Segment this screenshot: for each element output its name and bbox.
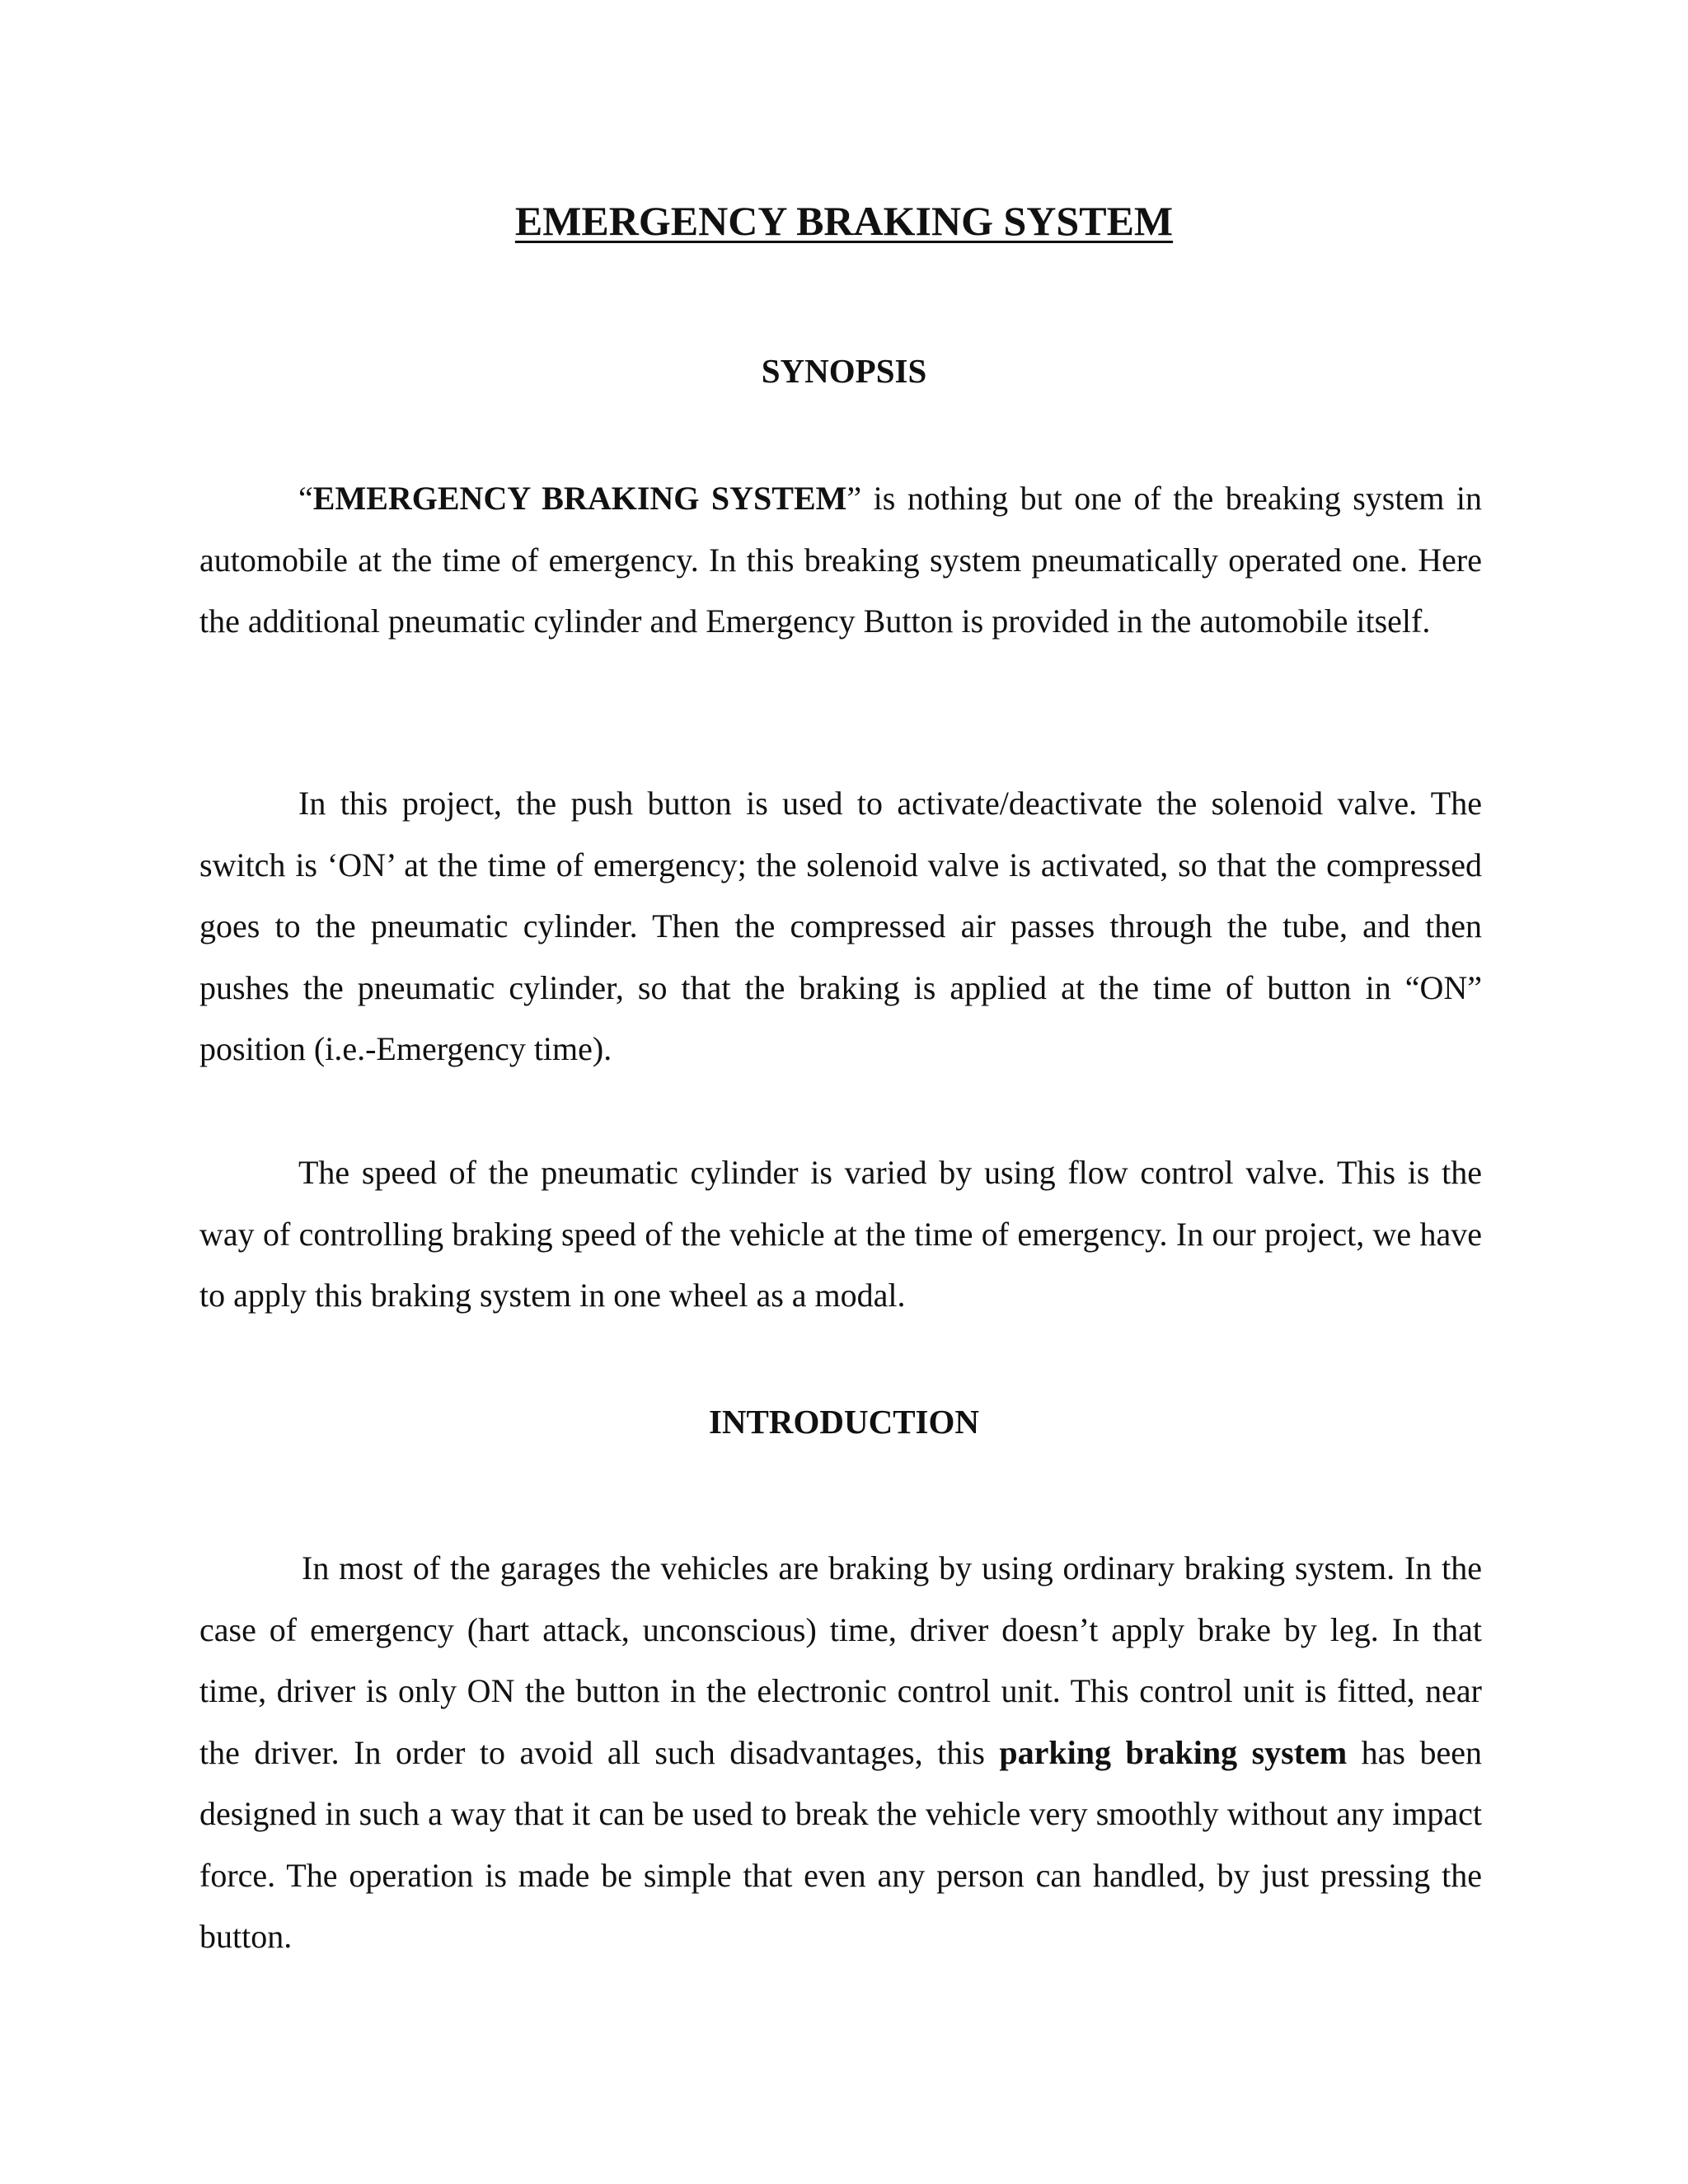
- system-name-bold: EMERGENCY BRAKING SYSTEM: [312, 480, 847, 517]
- open-quote: “: [298, 480, 313, 517]
- introduction-text-start: In most of the garages the vehicles are braking by using ordinary braking system. In the case of emergency (hart attack, unconscious) time, driver doesn’t apply brake by leg. In that time, driver is only ON the button in the electronic control unit. This control unit is fitted, near the driver. In order to avoid all such disadvantages, this: [199, 1549, 1482, 1771]
- synopsis-paragraph-3: The speed of the pneumatic cylinder is varied by using flow control valve. This is the way of controlling braking speed of the vehicle at the time of emergency. In our project, we have to apply this braking system in one wheel as a modal.: [199, 1154, 1482, 1314]
- introduction-paragraph: [199, 1538, 1482, 1968]
- document-title: EMERGENCY BRAKING SYSTEM: [514, 198, 1174, 244]
- synopsis-heading: SYNOPSIS: [761, 352, 927, 390]
- synopsis-paragraph-1: [199, 468, 1482, 653]
- synopsis-paragraph-2: In this project, the push button is used to activate/deactivate the solenoid valve. The switch is ‘ON’ at the time of emergency; the solenoid valve is activated, so that the compressed goes to the pneumatic cylinder. Then the compressed air passes through the tube, and then pushes the pneumatic cylinder, so that the braking is applied at the time of button in “ON” position (i.e.-Emergency time).: [199, 785, 1482, 1067]
- introduction-heading: INTRODUCTION: [708, 1403, 980, 1441]
- introduction-text-end: has been designed in such a way that it can be used to break the vehicle very smoothly without any impact force. The operation is made be simple that even any person can handled, by just pressing the button.: [199, 1733, 1482, 1955]
- parking-braking-system-bold: parking braking system: [999, 1733, 1348, 1771]
- synopsis-paragraph-1-text: ” is nothing but one of the breaking system in automobile at the time of emergency. In this breaking system pneumatically operated one. Here the additional pneumatic cylinder and Emergency Button is provided in the automobile itself.: [199, 480, 1482, 640]
